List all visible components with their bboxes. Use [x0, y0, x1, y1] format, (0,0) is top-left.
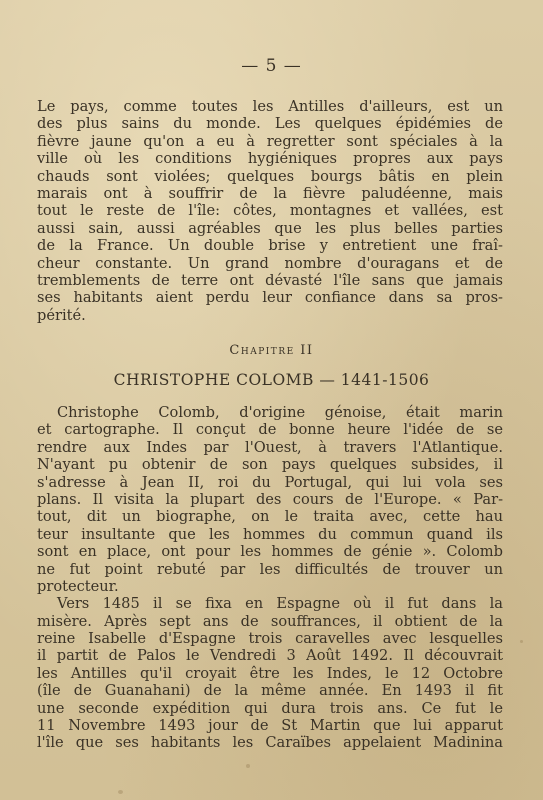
chapter-label: Chapitre II	[229, 343, 314, 358]
text-line: Christophe Colomb, d'origine génoise, était marin	[57, 404, 503, 421]
text-line: des plus sains du monde. Les quelques épidémies de	[37, 115, 503, 133]
text-line: protecteur.	[37, 577, 119, 595]
text-line: l'île que ses habitants les Caraïbes appelaient Madinina	[37, 734, 503, 752]
paper-stain	[520, 640, 523, 643]
text-line: reine Isabelle d'Espagne trois caravelles avec lesquelles	[37, 630, 503, 648]
text-line: sont en place, ont pour les hommes de génie ». Colomb	[37, 543, 503, 561]
text-line: chauds sont violées; quelques bourgs bâtis en plein	[37, 167, 503, 185]
text-line: Vers 1485 il se fixa en Espagne où il fut dans la	[57, 595, 503, 613]
text-line: fièvre jaune qu'on a eu à regretter sont spéciales à la	[37, 132, 503, 150]
text-line: ville où les conditions hygiéniques propres aux pays	[37, 150, 503, 168]
text-line: misère. Après sept ans de souffrances, il obtient de la	[37, 612, 503, 630]
paragraph-columbus	[37, 404, 503, 752]
chapter-title: CHRISTOPHE COLOMB — 1441-1506	[113, 371, 430, 389]
text-line: marais ont à souffrir de la fièvre paludéenne, mais	[37, 184, 503, 202]
paper-stain	[246, 764, 250, 768]
text-line: plans. Il visita la plupart des cours de l'Europe. « Par-	[37, 490, 503, 508]
text-line: tremblements de terre ont dévasté l'île sans que jamais	[37, 271, 503, 289]
text-line: il partit de Palos le Vendredi 3 Août 1492. Il découvrait	[37, 647, 503, 665]
text-line: Le pays, comme toutes les Antilles d'ailleurs, est un	[37, 98, 503, 115]
text-line: périté.	[37, 306, 86, 324]
paper-stain	[118, 790, 123, 794]
text-line: ne fut point rebuté par les difficultés de trouver un	[37, 560, 503, 578]
text-line: (île de Guanahani) de la même année. En 1493 il fit	[37, 682, 503, 700]
text-line: et cartographe. Il conçut de bonne heure l'idée de se	[37, 421, 503, 439]
text-line: 11 Novembre 1493 jour de St Martin que lui apparut	[37, 717, 503, 735]
text-line: ses habitants aient perdu leur confiance dans sa pros-	[37, 289, 503, 307]
page-number: — 5 —	[241, 56, 302, 76]
paragraph-climate	[37, 98, 503, 324]
text-line: rendre aux Indes par l'Ouest, à travers l'Atlantique.	[37, 438, 503, 456]
text-line: N'ayant pu obtenir de son pays quelques subsides, il	[37, 456, 503, 474]
text-line: les Antilles qu'il croyait être les Indes, le 12 Octobre	[37, 664, 503, 682]
text-line: tout le reste de l'île: côtes, montagnes et vallées, est	[37, 202, 503, 220]
text-line: de la France. Un double brise y entretient une fraî-	[37, 237, 503, 255]
text-line: tout, dit un biographe, on le traita avec, cette hau	[37, 508, 503, 526]
text-line: cheur constante. Un grand nombre d'ouragans et de	[37, 254, 503, 272]
text-line: s'adresse à Jean II, roi du Portugal, qui lui vola ses	[37, 473, 503, 491]
text-line: teur insultante que les hommes du commun quand ils	[37, 525, 503, 543]
text-line: une seconde expédition qui dura trois ans. Ce fut le	[37, 699, 503, 717]
text-line: aussi sain, aussi agréables que les plus belles parties	[37, 219, 503, 237]
